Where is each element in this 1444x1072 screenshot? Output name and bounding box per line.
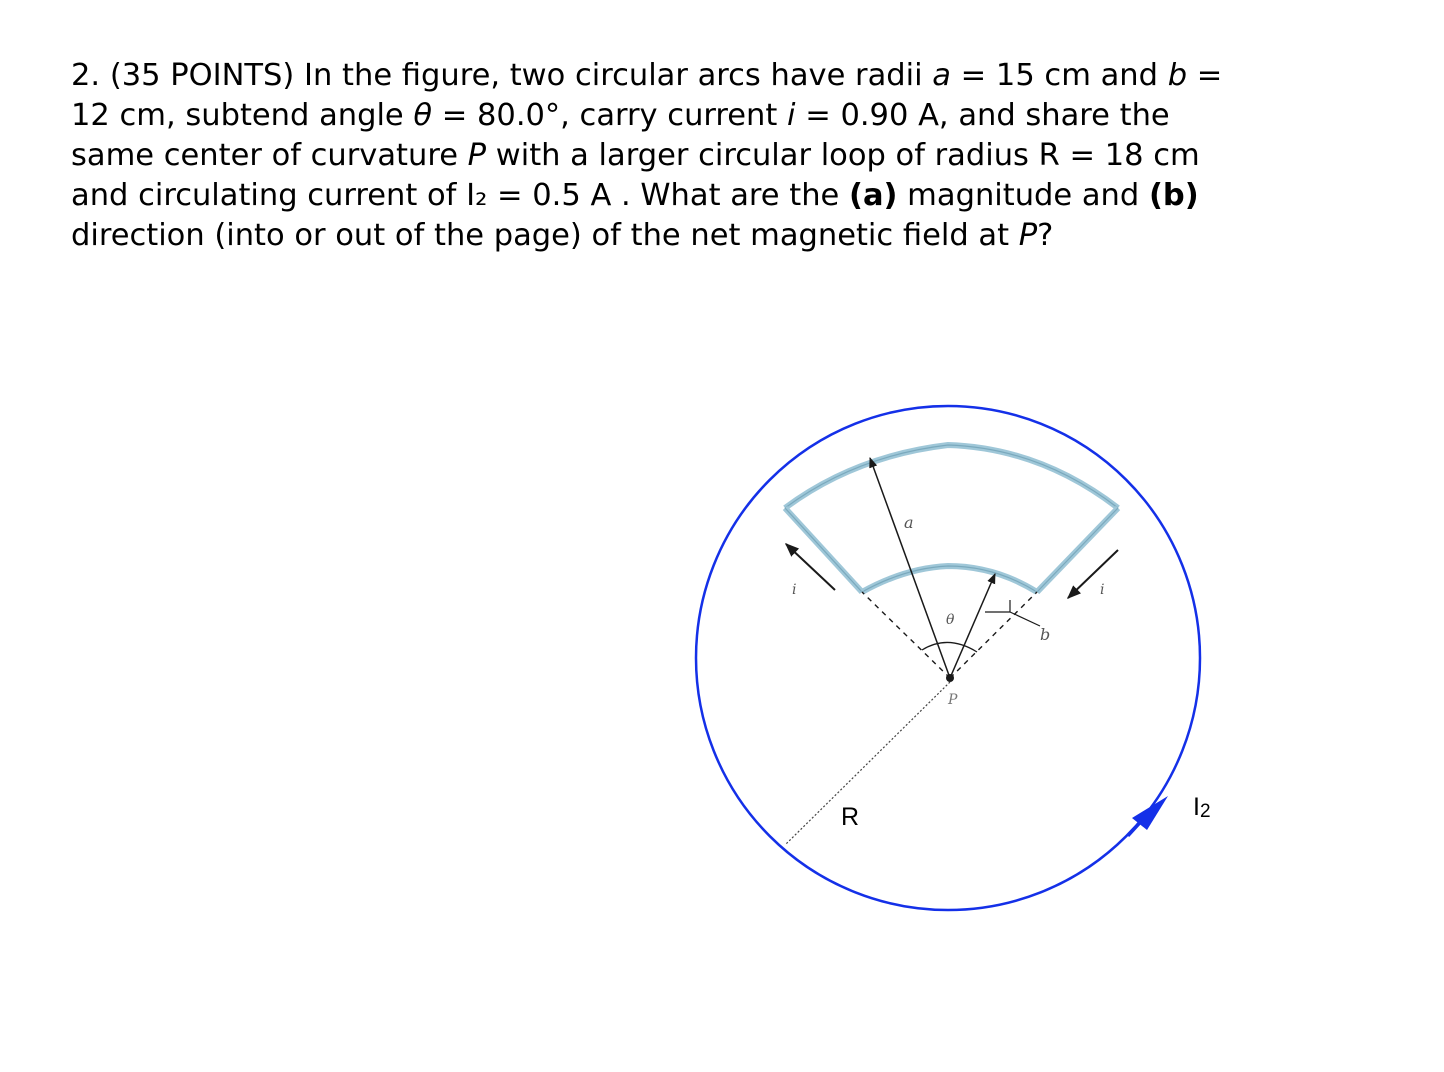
problem-text: = 80.0°, carry current (432, 98, 788, 133)
label-P: P (948, 692, 958, 708)
label-i-right: i (1100, 582, 1105, 598)
label-R: R (841, 803, 860, 831)
label-I2: I2 (1193, 793, 1211, 822)
right-current-arrow (1068, 550, 1118, 598)
large-loop (696, 406, 1200, 910)
part-b-label: (b) (1148, 178, 1199, 213)
variable-P: P (467, 138, 487, 173)
problem-points: (35 POINTS) (109, 58, 295, 93)
variable-b: b (1167, 58, 1188, 93)
inner-arc-edge (862, 566, 1037, 592)
problem-text: In the figure, two circular arcs have radii (304, 58, 933, 93)
b-dimension-bracket (985, 600, 1040, 626)
variable-theta: θ (413, 98, 433, 133)
problem-text: with a larger circular loop of radius R = 18 cm (486, 138, 1200, 173)
part-a-label: (a) (849, 178, 898, 213)
label-theta: θ (946, 612, 955, 628)
left-dashed-radius (862, 592, 950, 678)
problem-text: magnitude and (897, 178, 1149, 213)
problem-text: = 0.90 A, and share the (795, 98, 1170, 133)
problem-text: = 15 cm and (950, 58, 1168, 93)
right-dashed-radius (950, 592, 1037, 678)
problem-number: 2. (71, 58, 101, 93)
right-radial-edge (1037, 508, 1118, 592)
angle-theta-arc (922, 642, 977, 652)
label-b: b (1040, 625, 1051, 644)
problem-text: 12 cm, subtend angle (71, 98, 414, 133)
radius-R-line (786, 682, 950, 844)
center-point-P (946, 674, 954, 682)
problem-text: = (1187, 58, 1223, 93)
problem-text: ? (1037, 218, 1054, 253)
variable-P: P (1018, 218, 1038, 253)
variable-i: i (787, 98, 796, 133)
problem-text: same center of curvature (71, 138, 468, 173)
problem-text: and circulating current of I₂ = 0.5 A . What are the (71, 178, 850, 213)
label-i-left: i (792, 582, 797, 598)
radius-b-arrow (950, 574, 995, 678)
label-a: a (904, 513, 914, 532)
problem-text: direction (into or out of the page) of the net magnetic field at (71, 218, 1019, 253)
variable-a: a (932, 58, 951, 93)
